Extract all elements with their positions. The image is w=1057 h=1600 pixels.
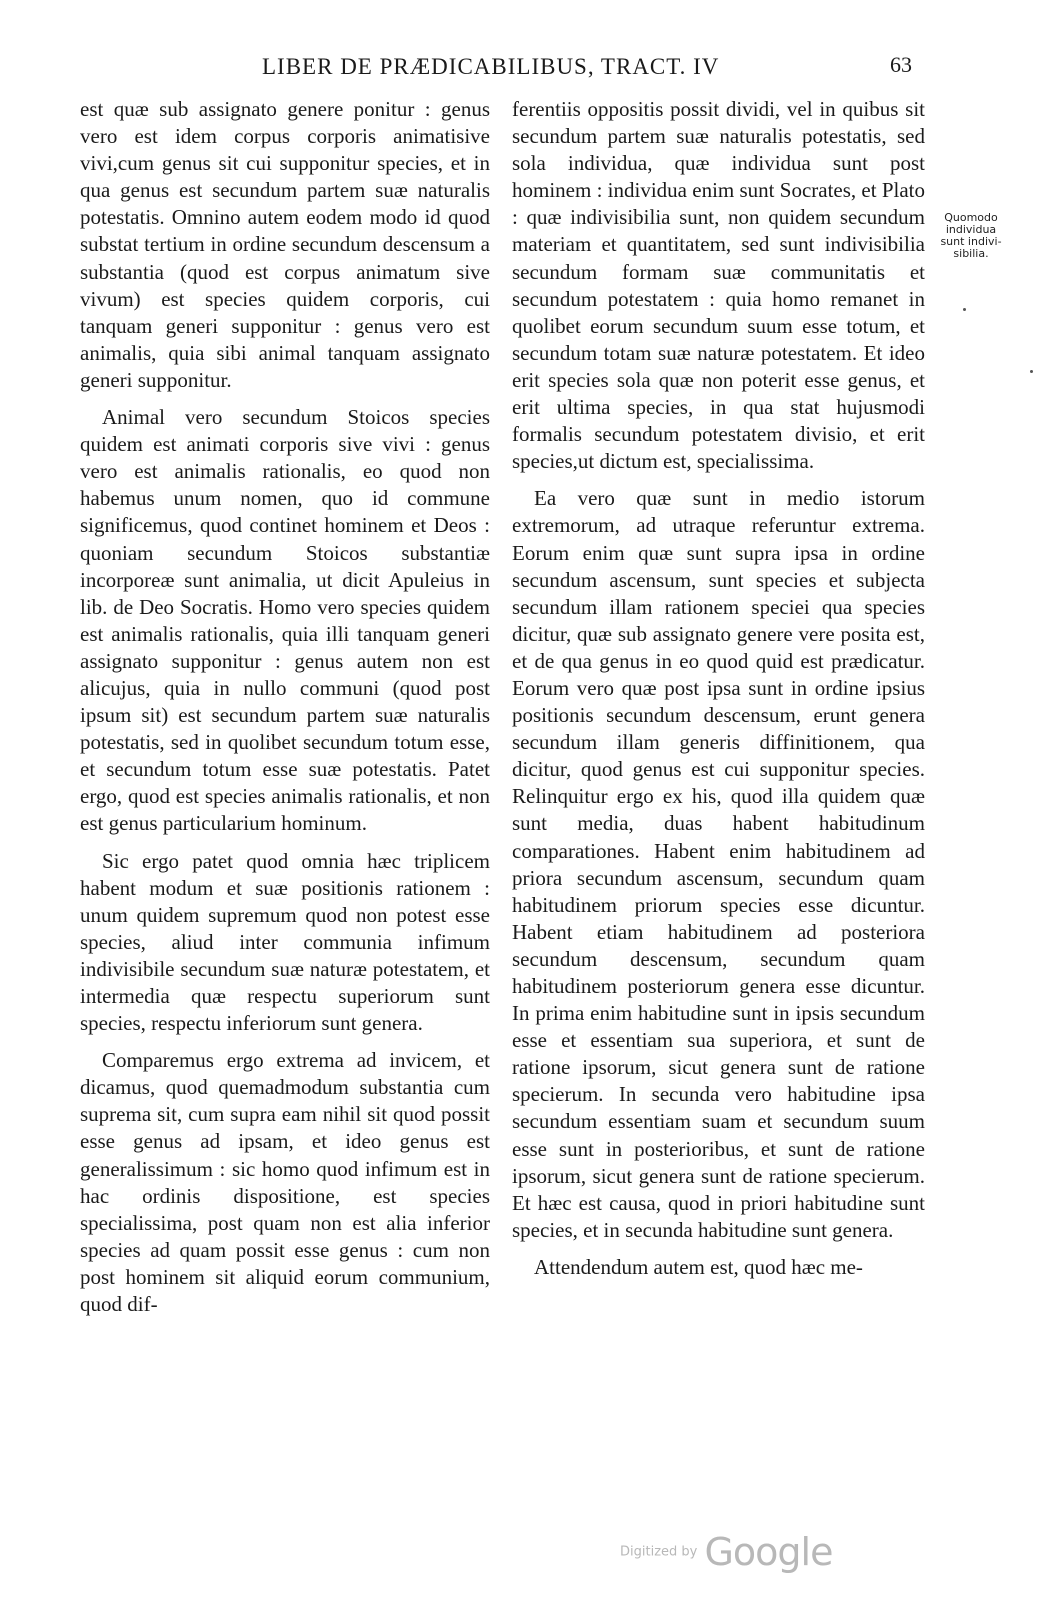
left-column xyxy=(80,96,490,1318)
paragraph: ferentiis oppositis possit dividi, vel in quibus sit secundum partem suæ naturalis potestatis, sed sola individua, quæ individua sunt post hominem : individua enim sunt Socrates, et Plato : quæ indivisibilia sunt, non quidem secundum materiam et quantitatem, sed sunt indivisibilia secundum formam suæ communitatis et secundum potestatem : quia homo remanet in quolibet eorum secundum suum esse totum, et secundum totam suæ naturæ potestatem. Et ideo erit species sola quæ non poterit esse genus, et erit ultima species, in qua stat hujusmodi formalis secundum potestatem divisio, et erit species,ut dictum est, specialissima. xyxy=(512,97,925,474)
right-column xyxy=(512,96,925,1281)
marginal-note-line: sibilia. xyxy=(953,247,989,260)
google-watermark xyxy=(620,1530,832,1574)
ink-speck xyxy=(963,308,966,311)
paragraph: Sic ergo patet quod omnia hæc triplicem habent modum et suæ positionis rationem : unum quidem supremum quod non potest esse species, aliud inter communia infimum indivisibile secundum suæ naturæ potestatem, et intermedia quæ respectu superiorum sunt species, respectu inferiorum sunt genera. xyxy=(80,848,490,1036)
marginal-note-line: individua xyxy=(945,223,997,236)
marginal-note-line: sunt indivi- xyxy=(940,235,1002,248)
paragraph: est quæ sub assignato genere ponitur : genus vero est idem corpus corporis animatisive vivi,cum genus sit cui supponitur species, et in qua genus est secundum partem suæ naturalis potestatis. Omnino autem eodem modo id quod substat tertium in ordine secundum descensum a substantia (quod est corpus animatum sive vivum) est species quidem corporis, cui tanquam generi supponitur : genus vero est animalis, quia sibi animal tanquam assignato generi supponitur. xyxy=(80,97,490,392)
running-title: LIBER DE PRÆDICABILIBUS, TRACT. IV xyxy=(262,54,720,79)
digitized-by-label: Digitized by xyxy=(620,1544,698,1560)
page-number: 63 xyxy=(890,52,912,77)
paragraph: Animal vero secundum Stoicos species quidem est animati corporis sive vivi : genus vero est animalis rationalis, eo quod non habemus unum nomen, quo id commune significemus, quod continet hominem et Deos : quoniam secundum Stoicos substantiæ incorporeæ sunt animalia, ut dicit Apuleius in lib. de Deo Socratis. Homo vero species quidem est animalis rationalis, quia illi tanquam generi assignato supponitur : genus autem non est alicujus, quia in nullo communi (quod post ipsum sit) est secundum partem suæ naturalis potestatis, sed in quolibet secundum totum esse, et secundum totum esse suæ potestatis. Patet ergo, quod est species animalis rationalis, et non est genus particularium hominum. xyxy=(80,405,490,836)
paragraph: Attendendum autem est, quod hæc me- xyxy=(534,1254,863,1279)
marginal-note-line: Quomodo xyxy=(944,211,998,224)
page-header xyxy=(0,50,1057,86)
ink-speck xyxy=(1030,370,1033,373)
google-logo: Google xyxy=(704,1530,833,1574)
marginal-note xyxy=(932,212,1010,260)
paragraph: Comparemus ergo extrema ad invicem, et dicamus, quod quemadmodum substantia cum suprema sit, cum supra eam nihil sit quod possit esse genus ad ipsam, et ideo genus est generalissimum : sic homo quod infimum est in hac ordinis dispositione, est species specialissima, post quam non est alia inferior species ad quam possit esse genus : cum non post hominem sit aliquid eorum communium, quod dif- xyxy=(80,1048,490,1317)
paragraph: Ea vero quæ sunt in medio istorum extremorum, ad utraque referuntur extrema. Eorum enim quæ sunt supra ipsa in ordine secundum ascensum, sunt species et subjecta secundum illam rationem speciei qua species dicitur, quæ sub assignato genere vere posita est, et de qua genus in eo quod quid est prædicatur. Eorum vero quæ post ipsa sunt in ordine ipsius positionis secundum descensum, erunt genera secundum illam generis diffinitionem, qua dicitur, quod genus est cui supponitur species. Relinquitur ergo ex his, quod illa quidem quæ sunt media, duas habent habitudinum comparationes. Habent enim habitudinem ad priora secundum ascensum, secundum quam habitudinem priorum species esse dicuntur. Habent etiam habitudinem ad posteriora secundum descensum, secundum quam habitudinem posteriorum genera esse dicuntur. In prima enim habitudine sunt in ipsis secundum esse et essentiam sua superiora, et sunt de ratione ipsorum, sicut genera sunt de ratione specierum. In secunda vero habitudine ipsa secundum essentiam suam et secundum suum esse sunt in posterioribus, et sunt de ratione ipsorum, sicut genera sunt de ratione specierum. Et hæc est causa, quod in priori habitudine sunt species, et in secunda habitudine sunt genera. xyxy=(512,486,925,1242)
